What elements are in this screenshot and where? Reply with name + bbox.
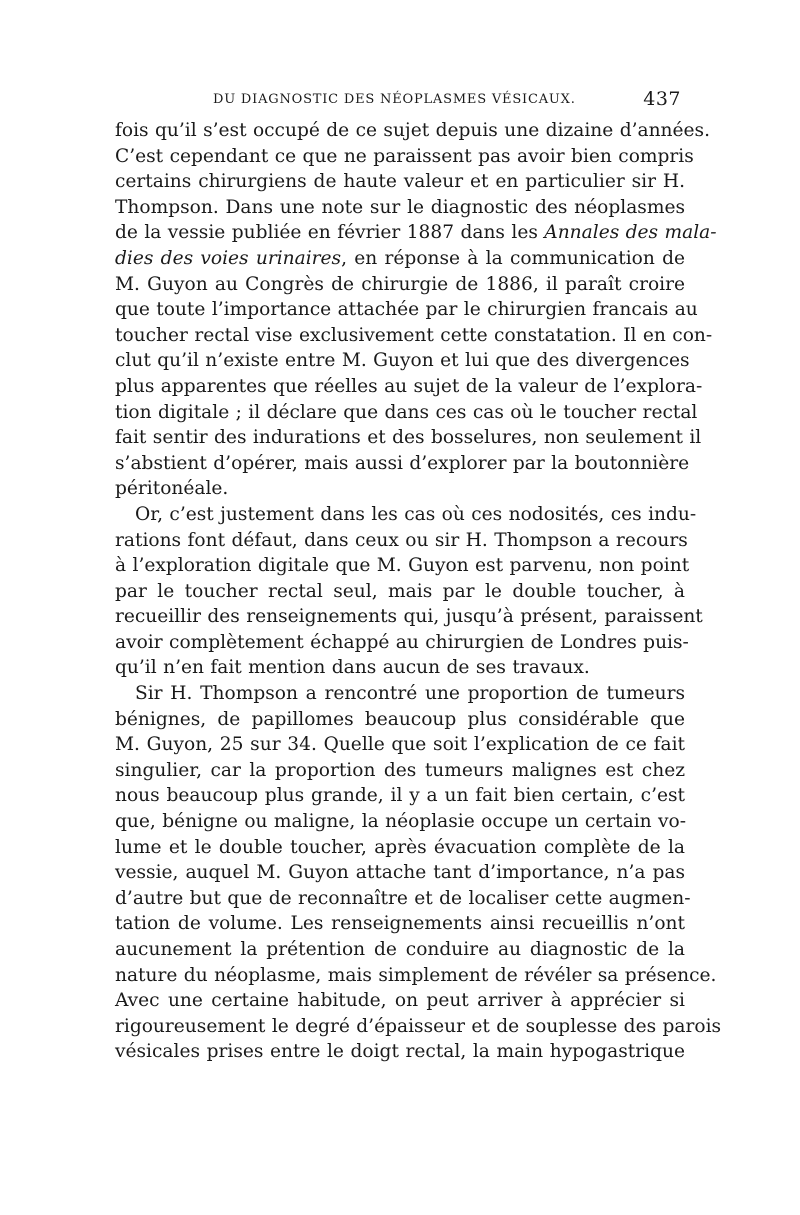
text-line: aucunement la prétention de conduire au diagnostic de la [115,939,685,960]
text-line: recueillir des renseignements qui, jusqu’à présent, paraissent [115,606,703,628]
text-line: que, bénigne ou maligne, la néoplasie occupe un certain vo- [115,811,687,833]
text-segment: , en réponse à la communication de [341,247,685,269]
italic-title: dies des voies urinaires [115,247,342,269]
running-title: DU DIAGNOSTIC DES NÉOPLASMES VÉSICAUX. [213,92,576,107]
text-line: Sir H. Thompson a rencontré une proportion de tumeurs [135,683,685,705]
text-line: d’autre but que de reconnaître et de localiser cette augmen- [115,887,691,909]
book-page [115,88,722,1065]
running-head [115,88,685,118]
text-line: nous beaucoup plus grande, il y a un fait bien certain, c’est [115,785,685,807]
text-line: lume et le double toucher, après évacuation complète de la [115,836,685,858]
text-line: bénignes, de papillomes beaucoup plus considérable que [115,708,685,730]
text-line: par le toucher rectal seul, mais par le double toucher, à [115,580,685,602]
text-line: plus apparentes que réelles au sujet de la valeur de l’explora- [115,375,703,397]
text-line: Or, c’est justement dans les cas où ces nodosités, ces indu- [135,503,697,525]
text-line: qu’il n’en fait mention dans aucun de ses travaux. [115,657,590,679]
text-line: fait sentir des indurations et des bosselures, non seulement il [115,427,702,449]
text-line: certains chirurgiens de haute valeur et en particulier sir H. [115,171,685,193]
text-line: Thompson. Dans une note sur le diagnostic des néoplasmes [115,196,685,218]
text-line: vessie, auquel M. Guyon attache tant d’importance, n’a pas [115,862,685,884]
text-line: que toute l’importance attachée par le chirurgien francais au [115,299,698,321]
text-line: s’abstient d’opérer, mais aussi d’explorer par la boutonnière [115,452,690,474]
text-line: M. Guyon au Congrès de chirurgie de 1886, il paraît croire [115,273,685,295]
text-line: Avec une certaine habitude, on peut arriver à apprécier si [115,990,685,1012]
body-text [115,118,722,1065]
text-line [115,220,717,246]
text-line: vésicales prises entre le doigt rectal, la main hypogastrique [115,1041,685,1063]
text-line [115,246,685,272]
text-line: rations font défaut, dans ceux ou sir H. Thompson a recours [115,529,688,551]
page-number: 437 [643,88,681,110]
text-line: avoir complètement échappé au chirurgien de Londres puis- [115,631,689,653]
text-line: toucher rectal vise exclusivement cette constatation. Il en con- [115,324,713,346]
text-line: C’est cependant ce que ne paraissent pas avoir bien compris [115,145,694,167]
text-line: tion digitale ; il déclare que dans ces cas où le toucher rectal [115,401,698,423]
text-line: rigoureusement le degré d’épaisseur et de souplesse des parois [115,1015,722,1037]
text-line: fois qu’il s’est occupé de ce sujet depuis une dizaine d’années. [115,120,710,141]
text-line: M. Guyon, 25 sur 34. Quelle que soit l’explication de ce fait [115,734,685,756]
text-segment: de la vessie publiée en février 1887 dans les [115,222,545,244]
text-line: singulier, car la proportion des tumeurs malignes est chez [115,759,685,781]
text-line: clut qu’il n’existe entre M. Guyon et lui que des divergences [115,350,690,372]
text-line: tation de volume. Les renseignements ainsi recueillis n’ont [115,913,685,935]
text-line: nature du néoplasme, mais simplement de révéler sa présence. [115,964,717,986]
italic-title: Annales des mala- [544,222,717,244]
text-line: à l’exploration digitale que M. Guyon est parvenu, non point [115,555,690,577]
text-line: péritonéale. [115,478,229,500]
